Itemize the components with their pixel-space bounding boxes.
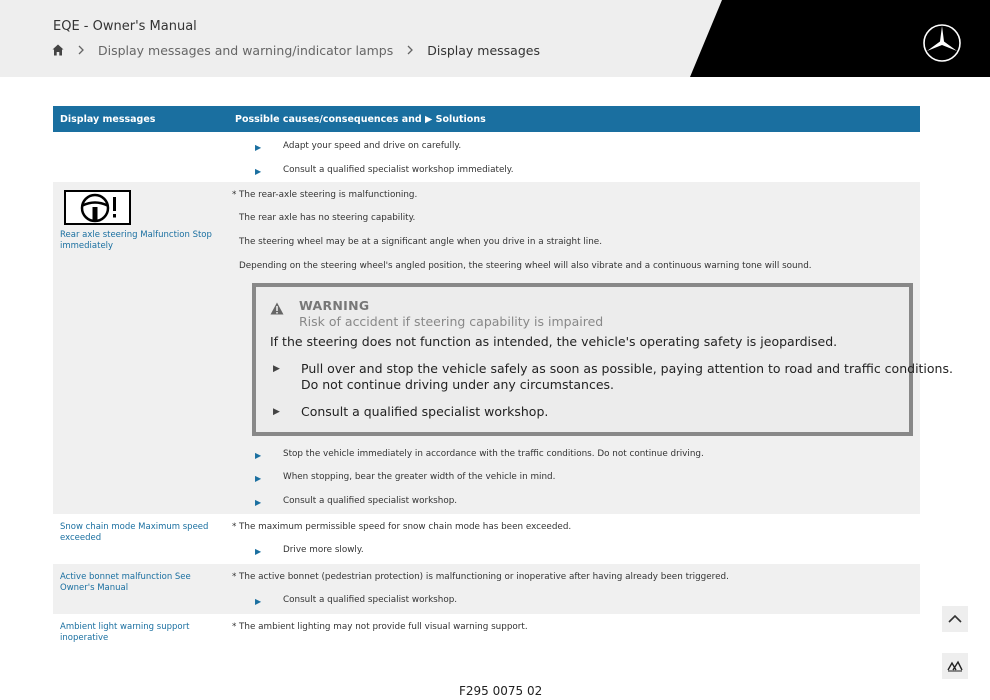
action-arrow-icon: ▶ <box>273 364 280 374</box>
solution-text: When stopping, bear the greater width of the vehicle in mind. <box>283 472 556 482</box>
solution-text: Consult a qualified specialist workshop immediately. <box>283 165 514 175</box>
action-arrow-icon: ▶ <box>273 407 280 417</box>
chevron-up-icon <box>948 615 962 623</box>
solution-arrow-icon: ▶ <box>255 474 262 483</box>
breadcrumb-item-display-messages-and-lamps[interactable]: Display messages and warning/indicator lamps <box>98 42 394 58</box>
warning-triangle-icon <box>270 302 284 315</box>
solution-arrow-icon: ▶ <box>255 547 262 556</box>
scroll-to-top-button[interactable] <box>942 606 968 632</box>
warning-action-text: Do not continue driving under any circumstances. <box>301 377 615 392</box>
breadcrumb <box>52 41 540 59</box>
table-row <box>53 132 920 182</box>
solution-arrow-icon: ▶ <box>255 167 262 176</box>
solution-arrow-icon: ▶ <box>255 451 262 460</box>
figure-code: F295 0075 02 <box>459 684 543 698</box>
cause-text: The rear axle has no steering capability. <box>239 213 416 223</box>
warning-action-text: Consult a qualified specialist workshop. <box>301 404 549 419</box>
table-row: Ambient light warning support inoperative * The ambient lighting may not provide full visual warning support. <box>60 622 528 643</box>
table-row: Active bonnet malfunction See Owner's Manual * The active bonnet (pedestrian protection) is malfunctioning or inoperative after having already been triggered. ▶ Consult a qualified specialist workshop. <box>53 564 920 614</box>
warning-box <box>252 283 953 436</box>
display-message-text: Active bonnet malfunction See Owner's Manual <box>60 572 191 593</box>
breadcrumb-item-display-messages: Display messages <box>427 42 540 58</box>
steering-wheel-warning-icon <box>64 190 131 225</box>
column-header-causes-solutions: Possible causes/consequences and ▶ Solutions <box>235 114 486 125</box>
table-row: Rear axle steering Malfunction Stop immediately * The rear-axle steering is malfunctioning. The rear axle has no steering capability. The steering wheel may be at a significant angle when you drive in a straight line. Depending on the steering wheel's angled position, the steering wheel will also vibrate and a continuous warning tone will sound. ▶ Stop the vehicle immediately in accordance with the traffic conditions. Do not continue driving. ▶ When stopping, bear the greater width of the vehicle in mind. ▶ Consult a qualified specialist workshop. WARNING Risk of accident if steering capability is impaired If the steering does not function as intended, the vehicle's operating safety is jeopardised. ▶ Pull over and stop the vehicle safely as soon as possible, paying attention to road and traffic conditions. Do not continue driving under any circumstances. ▶ Consult a qualified specialist workshop. <box>53 182 920 514</box>
solution-text: Adapt your speed and drive on carefully. <box>283 141 462 151</box>
figure-link-button[interactable] <box>942 653 968 679</box>
solution-text: Consult a qualified specialist workshop. <box>283 595 458 605</box>
warning-text: If the steering does not function as intended, the vehicle's operating safety is jeopardised. <box>270 334 838 349</box>
figure-link-icon <box>947 660 963 672</box>
chevron-right-icon <box>407 45 413 55</box>
display-message-text: Rear axle steering Malfunction Stop immediately <box>60 230 212 251</box>
cause-text: The active bonnet (pedestrian protection) is malfunctioning or inoperative after having already been triggered. <box>239 572 729 582</box>
display-message-text: Ambient light warning support inoperative <box>60 622 190 643</box>
column-header-display-messages: Display messages <box>60 114 156 125</box>
page-header <box>0 0 990 77</box>
chevron-right-icon <box>78 45 84 55</box>
warning-action-text: Pull over and stop the vehicle safely as soon as possible, paying attention to road and traffic conditions. <box>301 361 953 376</box>
display-messages-table <box>53 106 953 643</box>
cause-text: The maximum permissible speed for snow chain mode has been exceeded. <box>239 522 572 532</box>
table-row: Snow chain mode Maximum speed exceeded * The maximum permissible speed for snow chain mode has been exceeded. ▶ Drive more slowly. <box>60 522 572 556</box>
warning-title: WARNING <box>299 298 370 313</box>
cause-text: The ambient lighting may not provide full visual warning support. <box>239 622 528 632</box>
solution-arrow-icon: ▶ <box>255 597 262 606</box>
mercedes-star-logo[interactable] <box>922 23 962 63</box>
solution-text: Consult a qualified specialist workshop. <box>283 496 458 506</box>
display-message-text: Snow chain mode Maximum speed exceeded <box>60 522 209 543</box>
solution-arrow-icon: ▶ <box>255 498 262 507</box>
cause-text: The steering wheel may be at a significant angle when you drive in a straight line. <box>239 237 603 247</box>
table-header <box>53 106 920 132</box>
warning-subtitle: Risk of accident if steering capability is impaired <box>299 314 604 329</box>
solution-arrow-icon: ▶ <box>255 143 262 152</box>
home-icon[interactable] <box>52 44 64 56</box>
solution-text: Stop the vehicle immediately in accordance with the traffic conditions. Do not continue driving. <box>283 449 704 459</box>
cause-text: Depending on the steering wheel's angled position, the steering wheel will also vibrate and a continuous warning tone will sound. <box>239 261 812 271</box>
solution-text: Drive more slowly. <box>283 545 364 555</box>
app-title: EQE - Owner's Manual <box>53 19 197 34</box>
cause-text: The rear-axle steering is malfunctioning. <box>239 190 418 200</box>
